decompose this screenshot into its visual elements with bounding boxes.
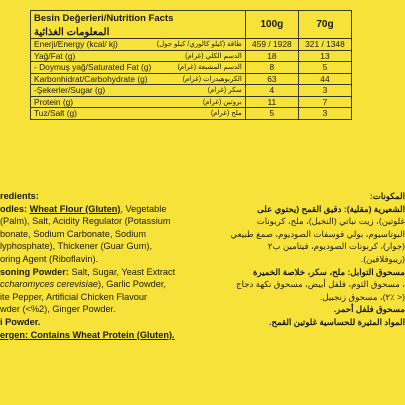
ingredient-text: Salt, Sugar, Yeast Extract xyxy=(68,266,176,277)
value-100g: 459 / 1928 xyxy=(245,39,298,51)
nutrition-title-arabic: المعلومات الغذائية xyxy=(34,27,110,38)
ingredient-line-arabic: مسحوق التوابل: ملح، سكر، خلاصة الخميرة xyxy=(253,266,405,277)
chili-powder-line: i Powder. xyxy=(0,316,41,327)
table-row xyxy=(31,73,352,85)
nutrition-title-cell xyxy=(31,11,246,39)
nutrient-label-arabic: طاقة (كيلو كالوري/ كيلو جول) xyxy=(156,41,242,49)
nutrient-label: Tuz/Salt (g) xyxy=(34,108,77,119)
ingredient-line-arabic: البوتاسيوم، بولي فوسفات الصوديوم، صمغ طبيعي xyxy=(230,228,405,239)
value-70g: 7 xyxy=(298,96,351,108)
ingredients-heading: redients: xyxy=(0,191,39,201)
value-100g: 8 xyxy=(245,62,298,74)
ingredient-line: oring Agent (Riboflavin). xyxy=(0,253,99,264)
yeast-species: ccharomyces cerevisiae xyxy=(0,279,99,290)
value-100g: 5 xyxy=(245,108,298,120)
allergen-statement: ergen: Contains Wheat Protein (Gluten). xyxy=(0,329,175,340)
value-100g: 4 xyxy=(245,85,298,97)
nutrient-label-arabic: الكربوهيدرات (غرام) xyxy=(182,75,242,83)
ingredient-line-arabic: (< ٪٢)، مسحوق زنجبيل. xyxy=(319,291,405,302)
ingredient-line-arabic: مسحوق فلفل أحمر. xyxy=(333,304,405,315)
value-100g: 63 xyxy=(245,73,298,85)
nutrient-label-arabic: سكر (غرام) xyxy=(207,87,242,95)
nutrient-label: Protein (g) xyxy=(34,96,74,107)
ingredient-line xyxy=(0,266,200,279)
noodles-label: odles: xyxy=(0,203,30,214)
nutrition-title: Besin Değerleri/Nutrition Facts xyxy=(34,13,174,24)
nutrient-label-arabic: بروتين (غرام) xyxy=(202,98,242,106)
value-100g: 11 xyxy=(245,96,298,108)
value-70g: 5 xyxy=(298,62,351,74)
ingredient-line-arabic: الشعيرية (مقلية): دقيق القمح (يحتوي على xyxy=(257,203,405,214)
value-70g: 3 xyxy=(298,85,351,97)
column-header-100g: 100g xyxy=(245,11,298,39)
table-row xyxy=(31,85,352,97)
ingredient-line xyxy=(0,278,200,291)
ingredients-english xyxy=(0,190,200,341)
ingredients-arabic xyxy=(207,190,405,329)
value-70g: 13 xyxy=(298,50,351,62)
value-100g: 18 xyxy=(245,50,298,62)
ingredient-line: bonate, Sodium Carbonate, Sodium xyxy=(0,228,147,239)
seasoning-label: soning Powder: xyxy=(0,266,69,277)
allergen-wheat-flour: Wheat Flour (Gluten) xyxy=(29,203,121,214)
column-header-70g: 70g xyxy=(298,11,351,39)
value-70g: 3 xyxy=(298,108,351,120)
nutrient-label: - Doymuş yağ/Saturated Fat (g) xyxy=(34,62,152,73)
allergen-statement-arabic: المواد المثيرة للحساسية غلوتين القمح. xyxy=(269,316,405,327)
table-row xyxy=(31,50,352,62)
nutrient-label: Yağ/Fat (g) xyxy=(34,50,76,61)
ingredient-text: , Vegetable xyxy=(120,203,167,214)
ingredient-line: ite Pepper, Artificial Chicken Flavour xyxy=(0,291,148,302)
ingredient-line: (Palm), Salt, Acidity Regulator (Potassium xyxy=(0,216,171,227)
value-70g: 44 xyxy=(298,73,351,85)
nutrition-facts-table xyxy=(30,10,352,120)
table-row xyxy=(31,62,352,74)
table-row xyxy=(31,96,352,108)
ingredient-line: lyphosphate), Thickener (Guar Gum), xyxy=(0,241,152,252)
table-row xyxy=(31,39,352,51)
nutrient-label: Enerji/Energy (kcal/ kj) xyxy=(34,39,118,50)
table-row xyxy=(31,108,352,120)
value-70g: 321 / 1348 xyxy=(298,39,351,51)
nutrient-label: -Şekerler/Sugar (g) xyxy=(34,85,106,96)
ingredient-line-arabic: غلوتين)، زيت نباتي (النخيل)، ملح، كربونات xyxy=(256,216,405,227)
ingredient-line-arabic: ، مسحوق الثوم، فلفل أبيض، مسحوق نكهة دجاج xyxy=(236,279,405,290)
ingredient-line: wder (<%2), Ginger Powder. xyxy=(0,304,116,315)
nutrient-label-arabic: الدسم المشبعة (غرام) xyxy=(177,64,242,72)
nutrient-label: Karbonhidrat/Carbohydrate (g) xyxy=(34,73,148,84)
ingredients-heading-arabic: المكونات: xyxy=(369,191,405,201)
ingredient-line xyxy=(0,203,200,216)
nutrient-label-arabic: الدسم الكلي (غرام) xyxy=(185,52,242,60)
ingredient-text: ), Garlic Powder, xyxy=(98,279,166,290)
ingredient-line-arabic: (جوار)، كربونات الصوديوم، فيتامين ب٢ xyxy=(267,241,405,252)
ingredient-line-arabic: (ريبوفلافين). xyxy=(360,253,405,264)
nutrient-label-arabic: ملح (غرام) xyxy=(210,110,242,118)
